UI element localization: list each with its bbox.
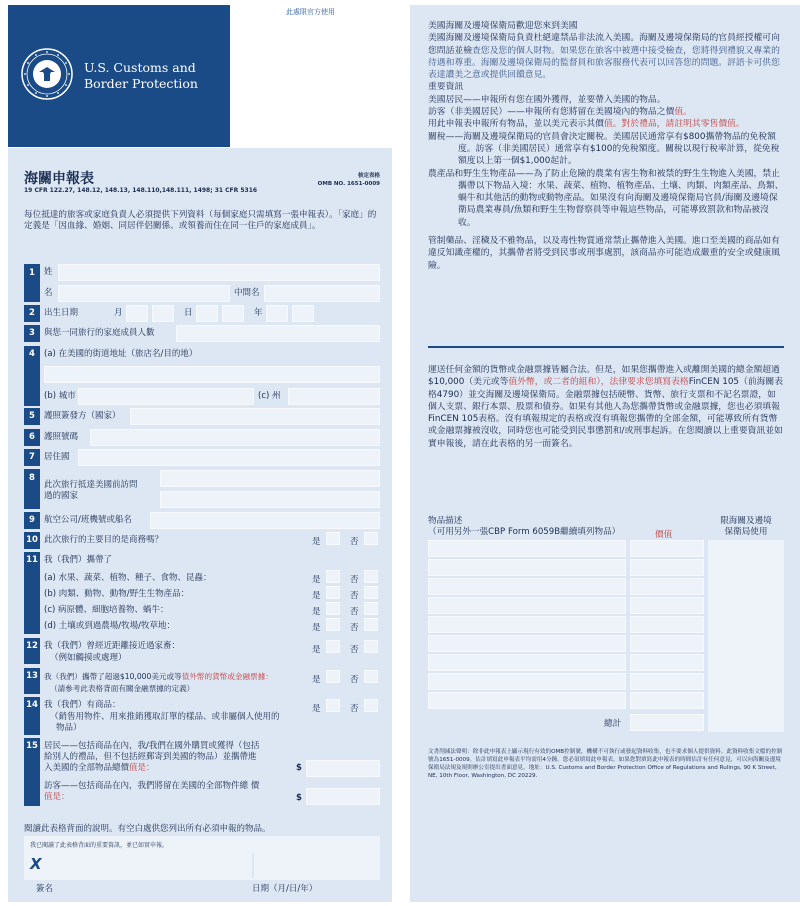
welcome-heading: 美國海關及邊境保衛局歡迎您來到美國 [428,21,578,31]
currency-sub-label: （請參考此表格背面有關金融票據的定義） [50,684,195,693]
livestock-no-checkbox[interactable] [364,640,378,653]
question-number-12: 12 [24,638,40,664]
item-value-cell[interactable] [630,559,704,576]
countries-visited-field-2[interactable] [160,491,380,508]
item-value-cell[interactable] [630,540,704,557]
fruits-label: (a) 水果、蔬菜、植物、種子、食物、昆蟲： [44,573,212,583]
yes-label: 是 [312,591,321,601]
item-description-cell[interactable] [428,692,626,709]
fruits-yes-checkbox[interactable] [326,570,340,583]
item-value-cell[interactable] [630,635,704,652]
item-description-cell[interactable] [428,616,626,633]
currency-label-a: 我（我們）攜帶了超過$10,000美元或等 [44,672,182,681]
resident-total-label-2: 給別人的禮品，但不包括經郵寄到美國的物品）並攜帶進 [44,752,257,762]
item-value-cell[interactable] [630,692,704,709]
item-description-cell[interactable] [428,673,626,690]
section-divider [428,346,784,348]
no-label: 否 [350,675,359,685]
question-number-13: 13 [24,668,40,694]
cbp-logo-text [84,60,198,92]
business-trip-label: 此次旅行的主要目的是商務嗎？ [44,535,164,545]
items-cbp-header [708,516,784,538]
question-number-10: 10 [24,532,40,549]
items-value-header: 價值 [655,530,673,540]
dob-year-label: 年 [254,308,263,318]
question-number-8: 8 [24,469,40,509]
us-address-label: (a) 在美國的街道地址（旅店名/目的地） [44,349,198,359]
dob-year-field-2[interactable] [292,305,314,322]
yes-label: 是 [312,675,321,685]
soil-yes-checkbox[interactable] [326,618,340,631]
no-label: 否 [350,645,359,655]
items-total-field[interactable] [630,714,704,731]
omb-block [300,172,380,188]
yes-label: 是 [312,575,321,585]
cbp-logo-block [8,5,230,147]
no-label: 否 [350,607,359,617]
state-label: (c) 州 [258,391,281,401]
commercial-yes-checkbox[interactable] [326,699,340,712]
question-number-3: 3 [24,325,40,342]
flight-field[interactable] [150,512,380,529]
passport-issuer-field[interactable] [130,408,380,425]
visitors-note [428,106,784,118]
omb-number: OMB NO. 1651-0009 [317,181,380,187]
declare-note-b: 值。對於禮品，請註明其零售價值。 [603,119,745,130]
middle-name-label: 中間名 [234,288,260,298]
surname-field[interactable] [58,264,380,281]
yes-label: 是 [312,537,321,547]
money-note-a: 運送任何金額的貨幣或金融票據皆屬合法。但是，如果您攜帶進入或離開美國的總金額超過$10,000（美元或等 [428,365,780,388]
signature-x-mark: X [30,855,42,873]
item-description-cell[interactable] [428,578,626,595]
items-cbp-header-line2: 保衛局使用 [724,527,768,537]
declare-note [428,118,784,130]
question-number-4: 4 [24,346,40,406]
items-cbp-header-line1: 限海關及邊境 [720,516,772,526]
yes-label: 是 [312,645,321,655]
back-info-text [428,20,784,272]
pathogens-label: (c) 病原體、細胞培養物、蝸牛： [44,605,169,615]
intro-paragraph [428,32,784,81]
passport-issuer-label: 護照簽發方（國家） [44,411,121,421]
no-label: 否 [350,575,359,585]
intro-bold: 美國海關及邊境保衛局負責杜絕違禁品非法流入美國。海關及邊境保衛局的官員經授權可向您問話並檢 [428,33,780,56]
visitor-total-label-a: 訪客——包括商品在內，我們將留在美國的全部物件總 價 [44,781,260,791]
yes-label: 是 [312,623,321,633]
passport-number-label: 護照號碼 [44,432,79,442]
item-value-cell[interactable] [630,578,704,595]
item-description-cell[interactable] [428,654,626,671]
resident-total-label-3b: 值是： [129,763,155,773]
no-label: 否 [350,704,359,714]
question-number-14: 14 [24,697,40,735]
business-trip-no-checkbox[interactable] [364,532,378,545]
residents-note: 美國居民——申報所有您在國外獲得，並要帶入美國的物品。 [428,94,666,105]
item-value-cell[interactable] [630,654,704,671]
items-description-subtitle: （可用另外一張CBP Form 6059B繼續填列物品） [428,527,621,537]
money-note-b: 值外幣，或二者的組和），法律要求您填寫表格 [508,377,689,388]
item-value-cell[interactable] [630,597,704,614]
no-label: 否 [350,623,359,633]
dob-label: 出生日期 [44,308,79,318]
surname-label: 姓 [44,267,53,277]
question-number-11: 11 [24,552,40,634]
state-field[interactable] [288,388,380,405]
first-name-label: 名 [44,288,53,298]
dob-year-field[interactable] [266,305,288,322]
item-description-cell[interactable] [428,597,626,614]
commercial-sub-label-1: （銷售用物件、用來推銷獲取訂單的樣品、或非屬個人使用的 [50,712,280,722]
question-number-15: 15 [24,738,40,806]
item-description-cell[interactable] [428,559,626,576]
form-intro: 每位抵達的旅客或家庭負責人必須提供下列資料（每個家庭只需填寫一張申報表）。「家庭」的定義是「因血緣、婚姻、同居伴侶關係、或領養而住在同一住戶的家庭成員」。 [24,210,377,231]
items-description-title: 物品描述 [428,516,463,526]
passport-number-field[interactable] [90,429,380,446]
dob-month-field-2[interactable] [152,305,174,322]
official-use-label: 此處限官方使用 [286,8,335,16]
items-total-label: 總計 [604,719,622,729]
commercial-no-checkbox[interactable] [364,699,378,712]
dob-month-label: 月 [114,308,123,318]
resident-dollar-sign: $ [296,763,302,773]
soil-label: (d) 土壤或到過農場/牧場/牧草地： [44,621,175,631]
controlled-substances-note: 管制藥品、淫穢及不雅物品，以及毒性物質通常禁止攜帶進入美國。進口至美國的商品如有違反知識產權的，其攜帶者將受到民事或刑事處罰，該商品亦可能造成嚴重的安全或健康風險。 [428,236,780,271]
us-address-field[interactable] [44,366,380,383]
middle-name-field[interactable] [264,285,380,302]
form-cfr: 19 CFR 122.27, 148.12, 148.13, 148.110,148.111, 1498; 31 CFR 5316 [24,187,258,194]
no-label: 否 [350,591,359,601]
residence-country-field[interactable] [78,449,380,466]
visitors-note-a: 訪客（非美國居民）——申報所有您將留在美國境內的物品之價 [428,107,675,118]
dob-month-field[interactable] [126,305,148,322]
pathogens-yes-checkbox[interactable] [326,602,340,615]
currency-label-b: 值外幣的貨幣或金融票據： [181,672,273,681]
dob-day-field-2[interactable] [222,305,244,322]
question-number-9: 9 [24,512,40,529]
countries-visited-field-1[interactable] [160,470,380,487]
meats-label: (b) 肉類、動物、動物/野生生物產品： [44,589,190,599]
resident-total-label-3 [44,763,155,774]
item-description-cell[interactable] [428,635,626,652]
soil-no-checkbox[interactable] [364,618,378,631]
omb-approved: 核定表格 [357,173,380,179]
cbp-use-box [708,540,784,732]
city-field[interactable] [78,388,254,405]
paperwork-reduction-footnote: 文書削減法聲明：除非此申報表上顯示現行有效的OMB控制號，機構不可執行或發起資料收集，也不要求個人提供資料。此資料收集文檔的控制號為1651-0009。估計填寫此申報表平均需用4分鐘。您必須填寫此申報表。如果您對填寫此申報表的時間估計有任何意見，可以向海關及邊境保衛局法規及規則辦公室提出書面意見，地址：U.S. Customs and Border Protection Office of Regulations and Rulings, 90 K Street, NE, 10th Floor, Washington, DC 20229. [428,749,783,779]
agriculture-note: 農產品和野生生物產品——為了防止危險的農業有害生物和被禁的野生生物進入美國，禁止攜帶以下物品入境：水果、蔬菜、植物、植物產品、土壤、肉類、肉類產品、鳥類、蝸牛和其他活的動物或動物產品。如果沒有向海關及邊境保衛局官員/海關及邊境保衛局農業專員/魚類和野生生物督察員等申報這些物品，可能導致罰款和物品被沒收。 [428,168,784,228]
yes-label: 是 [312,607,321,617]
flight-label: 航空公司/班機號或船名 [44,515,132,525]
resident-total-label-3a: 入美國的全部物品總價 [44,763,130,773]
fruits-no-checkbox[interactable] [364,570,378,583]
important-heading: 重要資訊 [428,82,464,93]
question-number-2: 2 [24,305,40,322]
business-trip-yes-checkbox[interactable] [326,532,340,545]
dob-day-field[interactable] [196,305,218,322]
countries-visited-label-1: 此次旅行抵達美國前訪問 [44,480,138,490]
countries-visited-label-2: 過的國家 [44,491,79,501]
commercial-sub-label-2: 物品） [56,723,82,733]
question-number-1: 1 [24,264,40,302]
no-label: 否 [350,537,359,547]
city-label: (b) 城市 [44,391,76,401]
carrying-label: 我（我們）攜帶了 [44,555,113,565]
form-title: 海關申報表 [24,171,94,187]
visitor-dollar-sign: $ [296,793,302,803]
resident-total-field[interactable] [306,760,380,777]
first-name-field[interactable] [58,285,230,302]
signature-certification: 我已閱讀了此表格背面的重要資訊，並已如實申報。 [30,842,169,849]
item-description-cell[interactable] [428,540,626,557]
cbp-seal-icon [21,48,73,100]
question-number-6: 6 [24,429,40,446]
declare-note-a: 用此申報表申報所有物品，並以美元表示其價 [428,119,604,130]
signature-field[interactable] [48,855,248,878]
currency-no-checkbox[interactable] [364,670,378,683]
duty-note: 關稅——海關及邊境保衛局的官員會決定關稅。美國居民通常享有$800攜帶物品的免稅額度。訪客（非美國居民）通常享有$100的免稅額度。關稅以現行稅率計算，從免稅額度以上第一個$1,000起計。 [428,131,780,167]
intro-rest: 查您及您的個人財物。如果您在旅客中被選中接受檢查，您將得到禮貌又專業的待遇和尊重。海關及邊境保衛局的監督員和旅客服務代表可以回答您的問題。評語卡可供您表達讚美之意或提供回饋意見。 [428,45,780,81]
yes-label: 是 [312,704,321,714]
family-members-field[interactable] [176,325,380,342]
dob-day-label: 日 [184,308,193,318]
read-back-instruction: 閱讀此表格背面的說明。有空白處供您列出所有必須申報的物品。 [24,824,271,834]
visitor-total-field[interactable] [306,788,380,805]
residence-country-label: 居住國 [44,452,70,462]
items-description-header [428,516,620,538]
question-number-5: 5 [24,408,40,425]
visitors-note-b: 值。 [674,107,692,118]
resident-total-label-1: 居民——包括商品在內，我/我們在國外購買或獲得（包括 [44,741,260,751]
monetary-instruments-note [428,364,784,450]
logo-line-2: Border Protection [84,76,198,91]
signature-date-field[interactable] [252,853,380,878]
currency-label [44,671,273,682]
meats-yes-checkbox[interactable] [326,586,340,599]
item-value-cell[interactable] [630,616,704,633]
commercial-label: 我（我們）有商品： [44,700,121,710]
date-label: 日期（月/日/年） [252,884,318,894]
pathogens-no-checkbox[interactable] [364,602,378,615]
money-note-c: FinCEN 105（前海關表格4790）並交海關及邊境保衛局。金融票據包括硬幣、貨幣、旅行支票和不記名票證，如個人支票、銀行本票、股票和債券。如果有其他人為您攜帶貨幣或金融票據，您也必須填報FinCEN 105表格。沒有填報規定的表格或沒有填報您攜帶的全部金額，可能導致所有貨幣或金融票據被沒收，同時您也可能受到民事懲罰和/或刑事起訴。在您閱讀以上重要資訊並如實申報後，請在此表格的另一面簽名。 [428,377,784,449]
logo-line-1: U.S. Customs and [84,60,196,75]
currency-yes-checkbox[interactable] [326,670,340,683]
item-value-cell[interactable] [630,673,704,690]
livestock-yes-checkbox[interactable] [326,640,340,653]
family-members-label: 與您一同旅行的家庭成員人數 [44,328,155,338]
livestock-label: 我（我們）曾經近距離接近過家畜： [44,641,181,651]
question-number-7: 7 [24,449,40,466]
signature-label: 簽名 [36,884,54,894]
meats-no-checkbox[interactable] [364,586,378,599]
visitor-total-label-b: 值是： [44,792,70,802]
livestock-sub-label: （例如觸摸或處理） [50,653,127,663]
